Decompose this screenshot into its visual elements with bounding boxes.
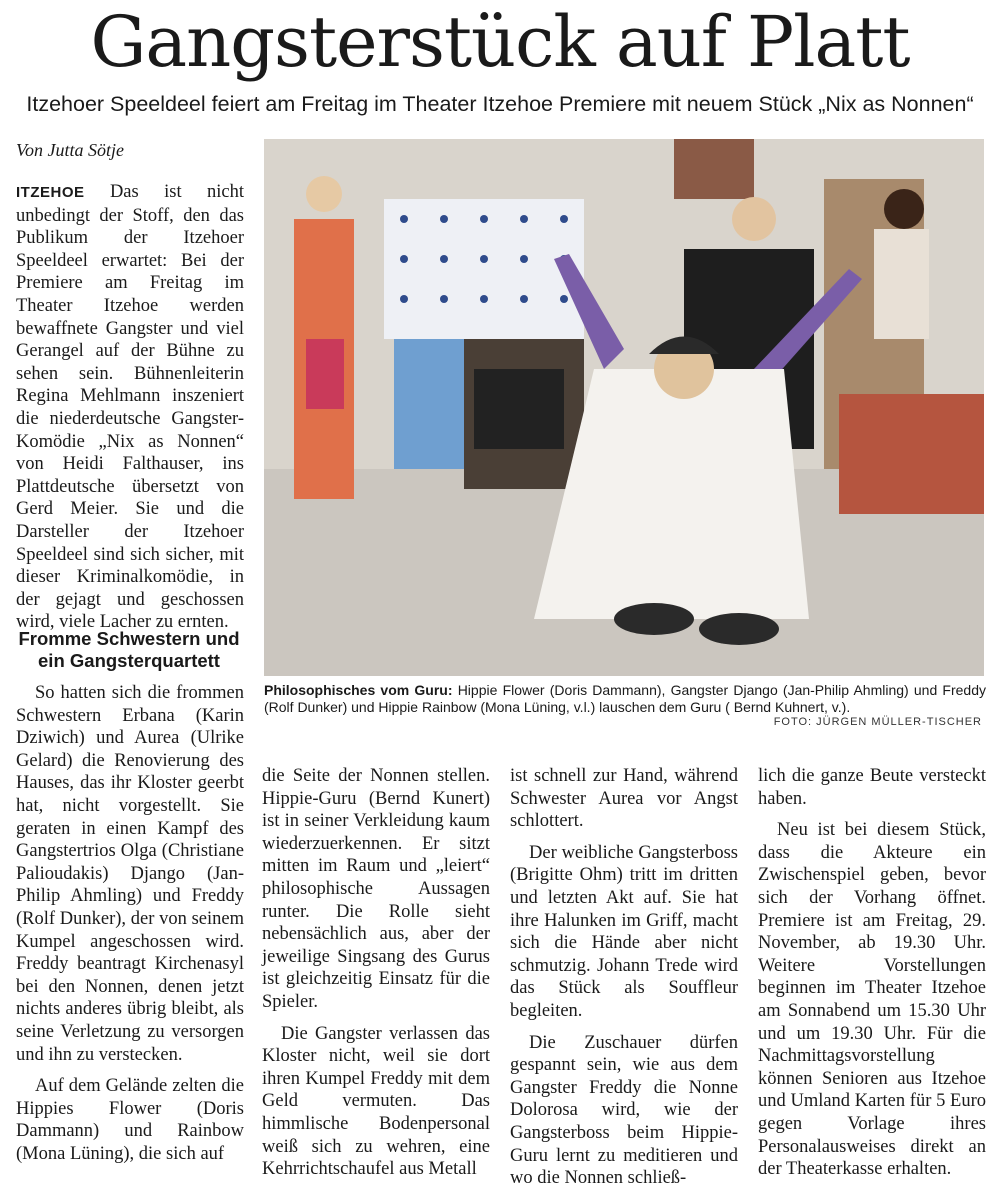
photo-credit: FOTO: JÜRGEN MÜLLER-TISCHER (773, 716, 982, 728)
column-2 (262, 765, 490, 1190)
column-3 (510, 765, 738, 1199)
column-1 (16, 682, 244, 1174)
photo-caption (264, 682, 986, 716)
column-4 (758, 765, 986, 1190)
paragraph: ist schnell zur Hand, während Schwester Aurea vor Angst schlottert. (510, 766, 738, 832)
headline: Gangsterstück auf Platt (90, 1, 910, 83)
subtitle: Itzehoer Speeldeel feiert am Freitag im Theater Itzehoe Premiere mit neuem Stück „Nix as Nonnen“ (26, 92, 974, 116)
subheading: Fromme Schwestern und ein Gangsterquartett (18, 628, 240, 671)
caption-lead: Philosophisches vom Guru: (264, 682, 453, 698)
dateline: ITZEHOE (16, 184, 85, 201)
paragraph: So hatten sich die frommen Schwestern Erbana (Karin Dziwich) und Aurea (Ulrike Gelard) die Renovierung des Hauses, das ihr Kloster geerbt hat, nicht vorgestellt. Sie geraten in einen Kampf des Gangstertrios Olga (Christiane Palioudakis) Django (Jan-Philip Ahmling) und Freddy (Rolf Dunker), der von seinem Kumpel angeschossen wird. Freddy beantragt Kirchenasyl bei den Nonnen, denen jetzt nichts anderes übrig bleibt, als seine Verletzung zu versorgen und ihn zu verstecken. (16, 683, 244, 1065)
paragraph: Die Zuschauer dürfen gespannt sein, wie aus dem Gangster Freddy die Nonne Dolorosa wird, wie der Gangsterboss beim Hippie-Guru lernt zu meditieren und wo die Nonnen schließ- (510, 1032, 738, 1189)
stage-photo-illustration (264, 139, 984, 676)
intro-column (16, 181, 244, 643)
intro-text: Das ist nicht unbedingt der Stoff, den das Publikum der Itzehoer Speeldeel erwartet: Bei der Premiere am Freitag im Theater Itzehoe werden bewaffnete Gangster und viel Gerangel auf der Bühne zu sehen sein. Bühnenleiterin Regina Mehlmann inszeniert die niederdeutsche Gangster-Komödie „Nix as Nonnen“ von Heidi Falthauser, ins Plattdeutsche übersetzt von Gerd Meier. Sie und die Darsteller der Itzehoer Speeldeel sind sich sicher, mit dieser Kriminalkomödie, in der gejagt und geschossen wird, viele Lacher zu ernten. (16, 182, 245, 633)
paragraph: Auf dem Gelände zelten die Hippies Flower (Doris Dammann) und Rainbow (Mona Lüning), die sich auf (16, 1076, 244, 1164)
caption-text: Hippie Flower (Doris Dammann), Gangster Django (Jan-Philip Ahmling) und Freddy (Rolf Dunker) und Hippie Rainbow (Mona Lüning, v.l.) lauschen dem Guru ( Bernd Kuhnert, v.). (264, 682, 987, 715)
paragraph: Die Gangster verlassen das Kloster nicht, weil sie dort ihren Kumpel Freddy mit dem Geld vermuten. Das himmlische Bodenpersonal weiß sich zu wehren, eine Kehrrichtschaufel aus Metall (262, 1023, 490, 1180)
intro-paragraph (16, 181, 244, 634)
paragraph: Neu ist bei diesem Stück, dass die Akteure ein Zwischenspiel geben, bevor sich der Vorhang öffnet. Premiere ist am Freitag, 29. November, ab 19.30 Uhr. Weitere Vorstellungen beginnen im Theater Itzehoe am Sonnabend um 15.30 Uhr und um 19.30 Uhr. Für die Nachmittagsvorstellung können Senioren aus Itzehoe und Umland Karten für 5 Euro gegen Vorlage ihres Personalausweises direkt an der Theaterkasse erhalten. (758, 820, 986, 1180)
stage-photo (264, 139, 984, 676)
byline: Von Jutta Sötje (16, 140, 124, 160)
paragraph: lich die ganze Beute versteckt haben. (758, 766, 986, 809)
paragraph: die Seite der Nonnen stellen. Hippie-Guru (Bernd Kunert) ist in seiner Verkleidung kaum wiederzuerkennen. Er sitzt mitten im Raum und „leiert“ philosophische Aussagen runter. Die Rolle sieht nebensächlich aus, aber der jeweilige Singsang des Gurus ist gleichzeitig Einsatz für die Spieler. (262, 766, 490, 1012)
paragraph: Der weibliche Gangsterboss (Brigitte Ohm) tritt im dritten und letzten Akt auf. Sie hat ihre Halunken im Griff, macht sich die Hände aber nicht schmutzig. Johann Trede wird das Stück als Souffleur begleiten. (510, 842, 738, 1021)
